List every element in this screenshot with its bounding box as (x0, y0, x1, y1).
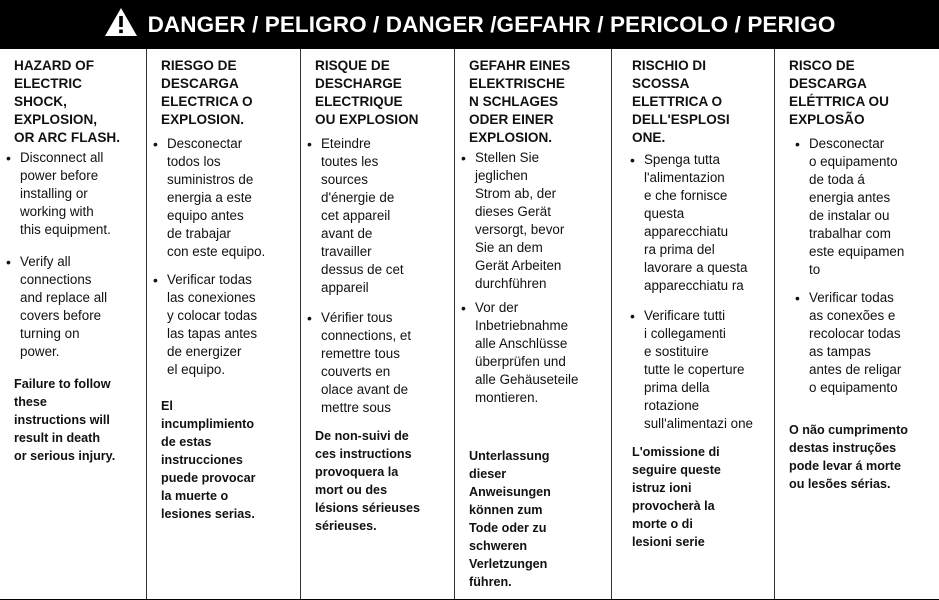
bullet-item: • Desconectar o equipamento de toda á energia antes de instalar ou trabalhar com este equipamen to (809, 135, 935, 279)
bullet-item: • Verificar todas as conexões e recolocar todas as tampas antes de religar o equipamento (809, 289, 935, 397)
column-heading: HAZARD OF ELECTRIC SHOCK, EXPLOSION, OR ARC FLASH. (14, 58, 120, 145)
column-heading: RISQUE DE DESCHARGE ELECTRIQUE OU EXPLOSION (315, 58, 419, 127)
bullet-item: • Stellen Sie jeglichen Strom ab, der dieses Gerät versorgt, bevor Sie an dem Gerät Arbeiten durchführen (475, 149, 607, 293)
bullet-item: • Eteindre toutes les sources d'énergie de cet appareil avant de travailler dessus de cet appareil (321, 135, 450, 297)
language-columns (0, 49, 939, 600)
bullet-item: • Verificar todas las conexiones y colocar todas las tapas antes de energizer el equipo. (167, 271, 296, 379)
column-heading: RISCHIO DI SCOSSA ELETTRICA O DELL'ESPLOSI ONE. (632, 58, 730, 145)
warning-note: El incumplimiento de estas instrucciones puede provocar la muerte o lesiones serias. (161, 399, 256, 521)
bullet-item: • Vérifier tous connections, et remettre tous couverts en olace avant de mettre sous (321, 309, 450, 417)
bullet-item: • Spenga tutta l'alimentazion e che fornisce questa apparecchiatu ra prima del lavorare a questa apparecchiatu ra (644, 151, 770, 295)
bullet-item: • Disconnect all power before installing or working with this equipment. (20, 149, 142, 239)
column-heading: GEFAHR EINES ELEKTRISCHE N SCHLAGES ODER EINER EXPLOSION. (469, 58, 571, 145)
column-italian (612, 49, 775, 599)
warning-note: De non-suivi de ces instructions provoquera la mort ou des lésions sérieuses sérieuses. (315, 429, 421, 533)
column-heading: RISCO DE DESCARGA ELÉTTRICA OU EXPLOSÃO (789, 58, 889, 127)
column-english (0, 49, 147, 599)
bullet-item: • Vor der Inbetriebnahme alle Anschlüsse überprüfen und alle Gehäuseteile montieren. (475, 299, 607, 407)
bullet-item: • Desconectar todos los suministros de energia a este equipo antes de trabajar con este equipo. (167, 135, 296, 261)
banner-title: DANGER / PELIGRO / DANGER /GEFAHR / PERICOLO / PERIGO (147, 11, 836, 37)
column-french (301, 49, 455, 599)
warning-note: Unterlassung dieser Anweisungen können zum Tode oder zu schweren Verletzungen führen. (469, 449, 551, 589)
warning-note: Failure to follow these instructions will result in death or serious injury. (14, 377, 116, 463)
danger-banner (0, 0, 939, 49)
column-spanish (147, 49, 301, 599)
column-german (455, 49, 612, 599)
bullet-item: • Verificare tutti i collegamenti e sostituire tutte le coperture prima della rotazione sull'alimentazi one (644, 307, 770, 433)
bullet-item: • Verify all connections and replace all covers before turning on power. (20, 253, 142, 361)
warning-triangle-icon (104, 7, 148, 42)
warning-note: O não cumprimento destas instruções pode levar á morte ou lesões sérias. (789, 423, 908, 491)
warning-note: L'omissione di seguire queste istruz ioni provocherà la morte o di lesioni serie (632, 445, 721, 549)
column-portuguese (775, 49, 939, 599)
column-heading: RIESGO DE DESCARGA ELECTRICA O EXPLOSION. (161, 58, 253, 127)
